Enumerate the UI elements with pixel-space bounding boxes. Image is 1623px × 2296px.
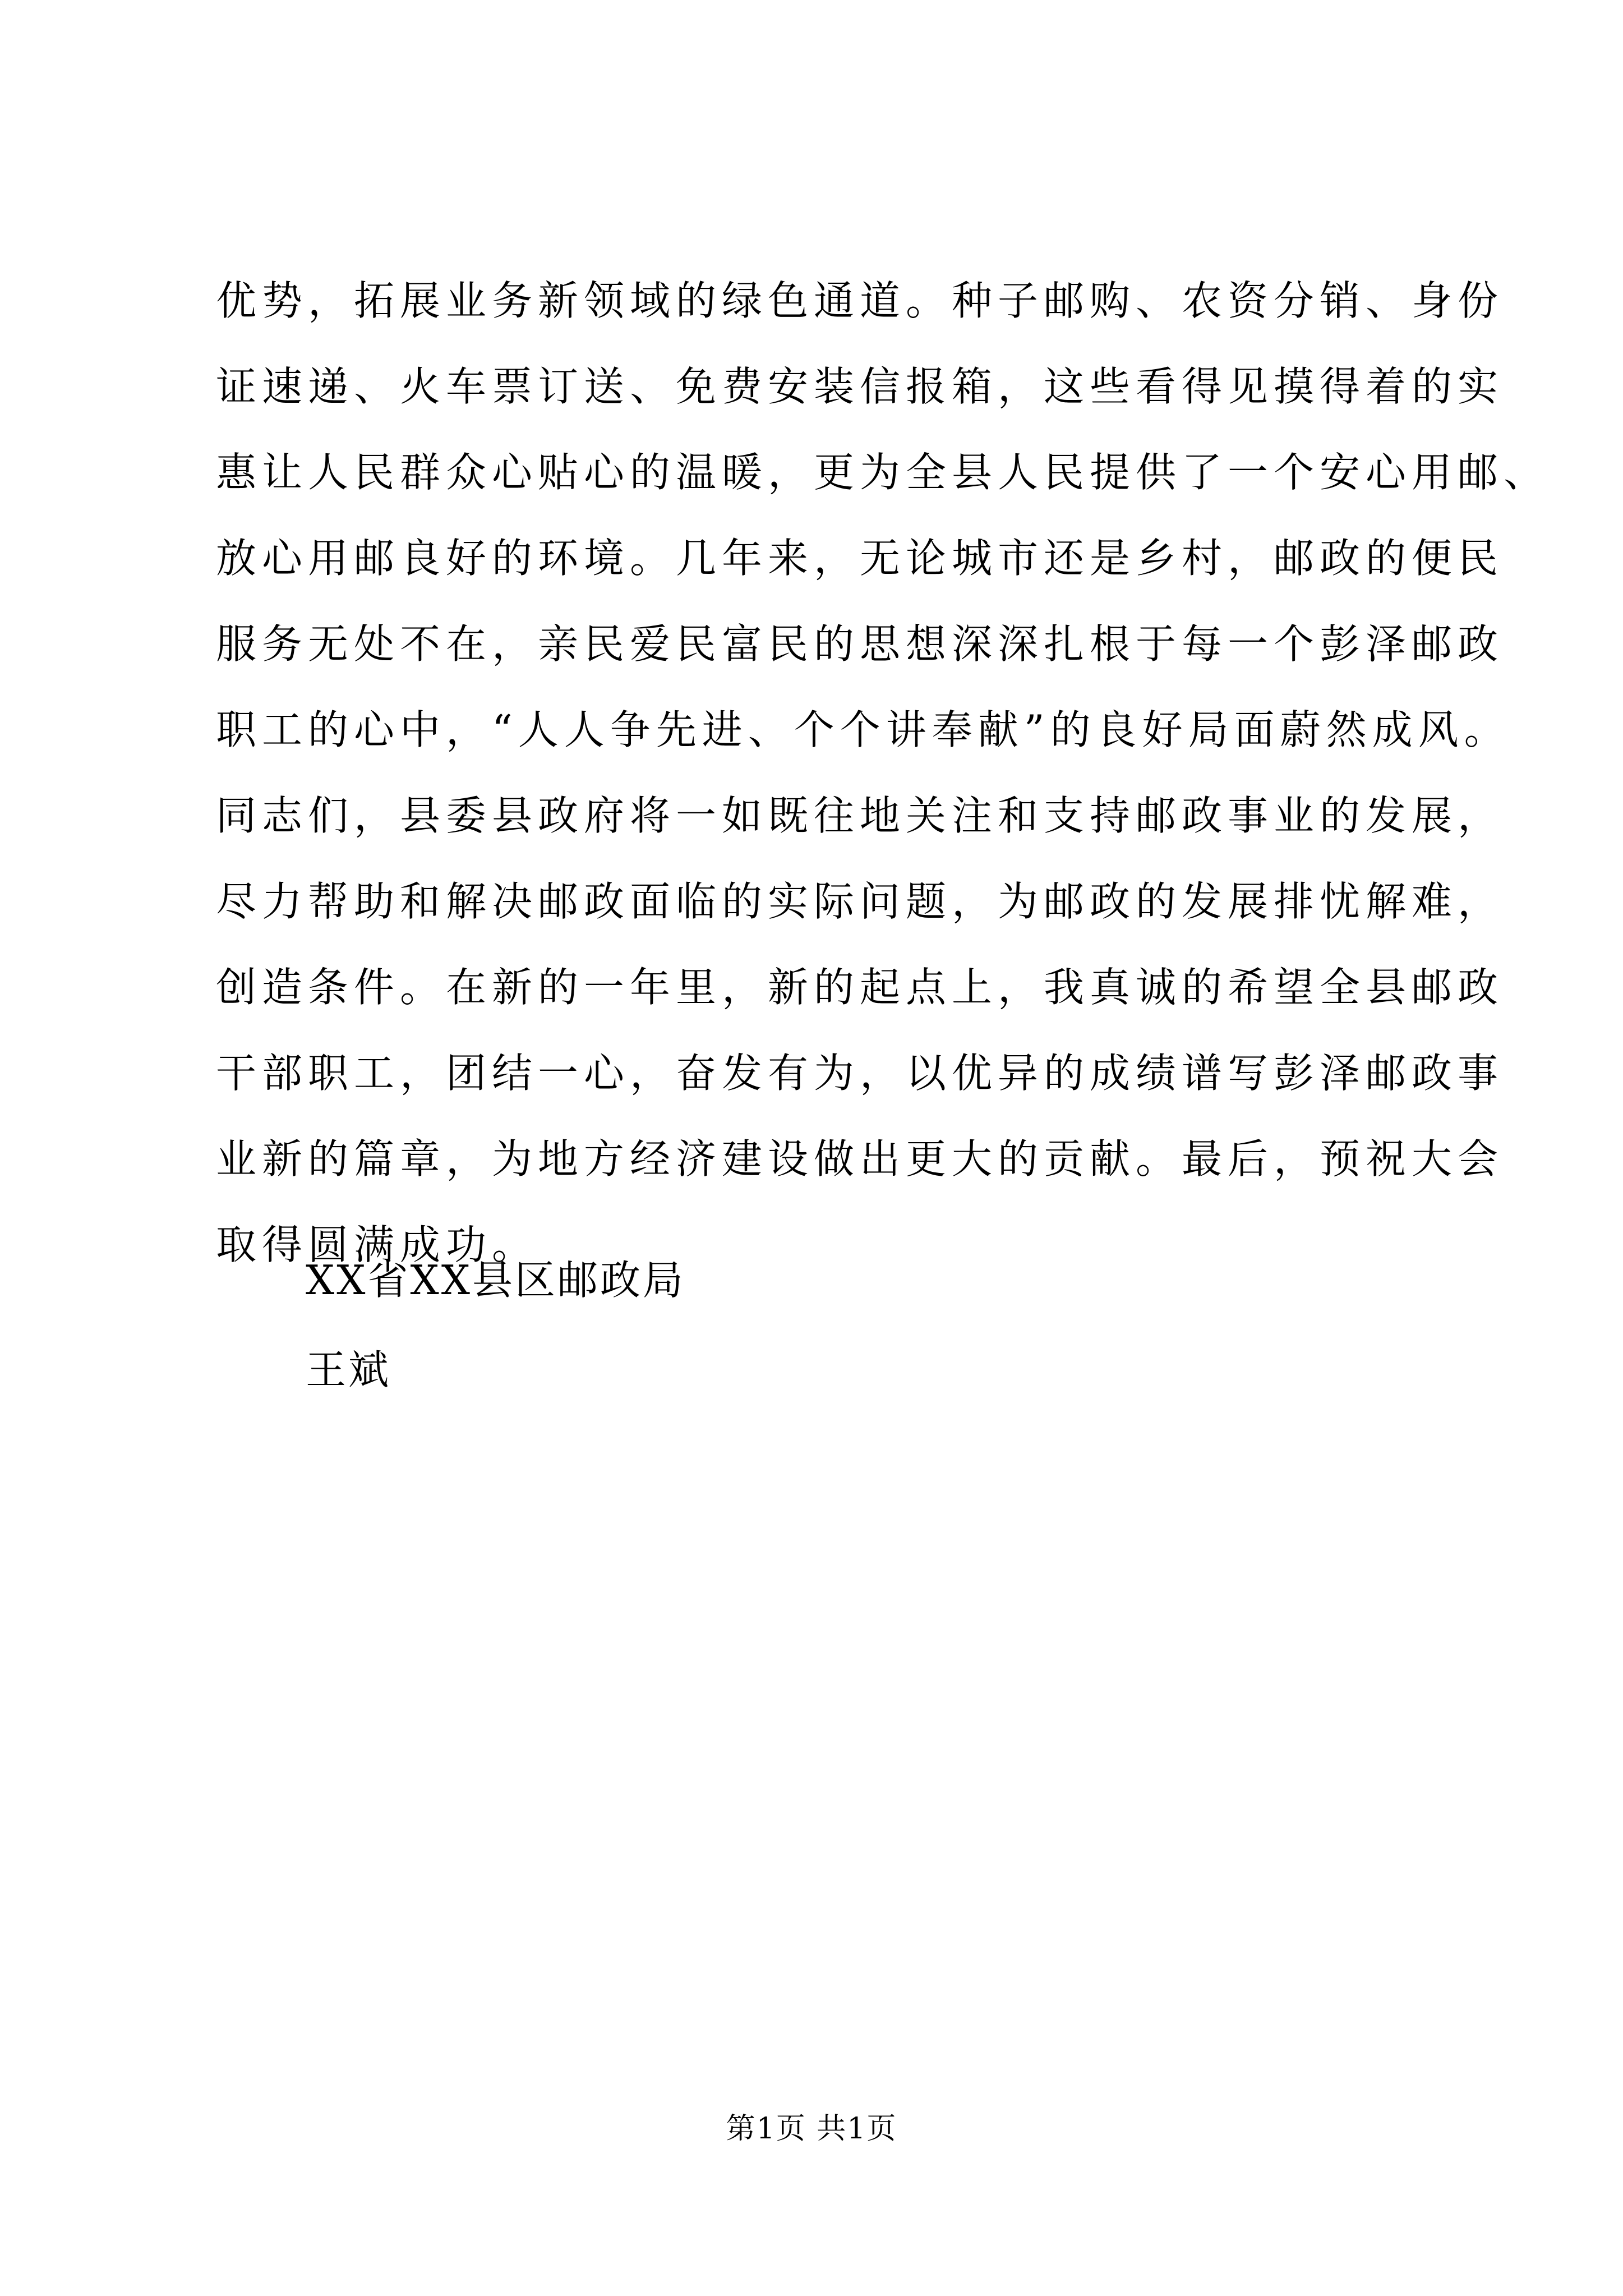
signature-name: 王斌 bbox=[306, 1346, 391, 1393]
body-line: 创造条件。在新的一年里，新的起点上，我真诚的希望全县邮政 bbox=[216, 964, 1504, 1011]
body-line: 优势，拓展业务新领域的绿色通道。种子邮购、农资分销、身份 bbox=[216, 277, 1504, 324]
body-line: 职工的心中，“人人争先进、个个讲奉献”的良好局面蔚然成风。 bbox=[216, 706, 1510, 753]
body-line: 证速递、火车票订送、免费安装信报箱，这些看得见摸得着的实 bbox=[216, 363, 1504, 410]
body-line: 放心用邮良好的环境。几年来，无论城市还是乡村，邮政的便民 bbox=[216, 535, 1504, 582]
body-line: 取得圆满成功。 bbox=[216, 1221, 538, 1268]
body-line: 业新的篇章，为地方经济建设做出更大的贡献。最后，预祝大会 bbox=[216, 1135, 1504, 1182]
body-line: 干部职工，团结一心，奋发有为，以优异的成绩谱写彭泽邮政事 bbox=[216, 1050, 1504, 1097]
body-line: 尽力帮助和解决邮政面临的实际问题，为邮政的发展排忧解难， bbox=[216, 878, 1504, 925]
page-footer: 第1页 共1页 bbox=[726, 2112, 897, 2146]
body-line: 惠让人民群众心贴心的温暖，更为全县人民提供了一个安心用邮、 bbox=[216, 449, 1550, 496]
body-line: 服务无处不在，亲民爱民富民的思想深深扎根于每一个彭泽邮政 bbox=[216, 620, 1504, 668]
signature-organization: XX省XX县区邮政局 bbox=[306, 1257, 686, 1304]
body-line: 同志们，县委县政府将一如既往地关注和支持邮政事业的发展， bbox=[216, 792, 1504, 839]
